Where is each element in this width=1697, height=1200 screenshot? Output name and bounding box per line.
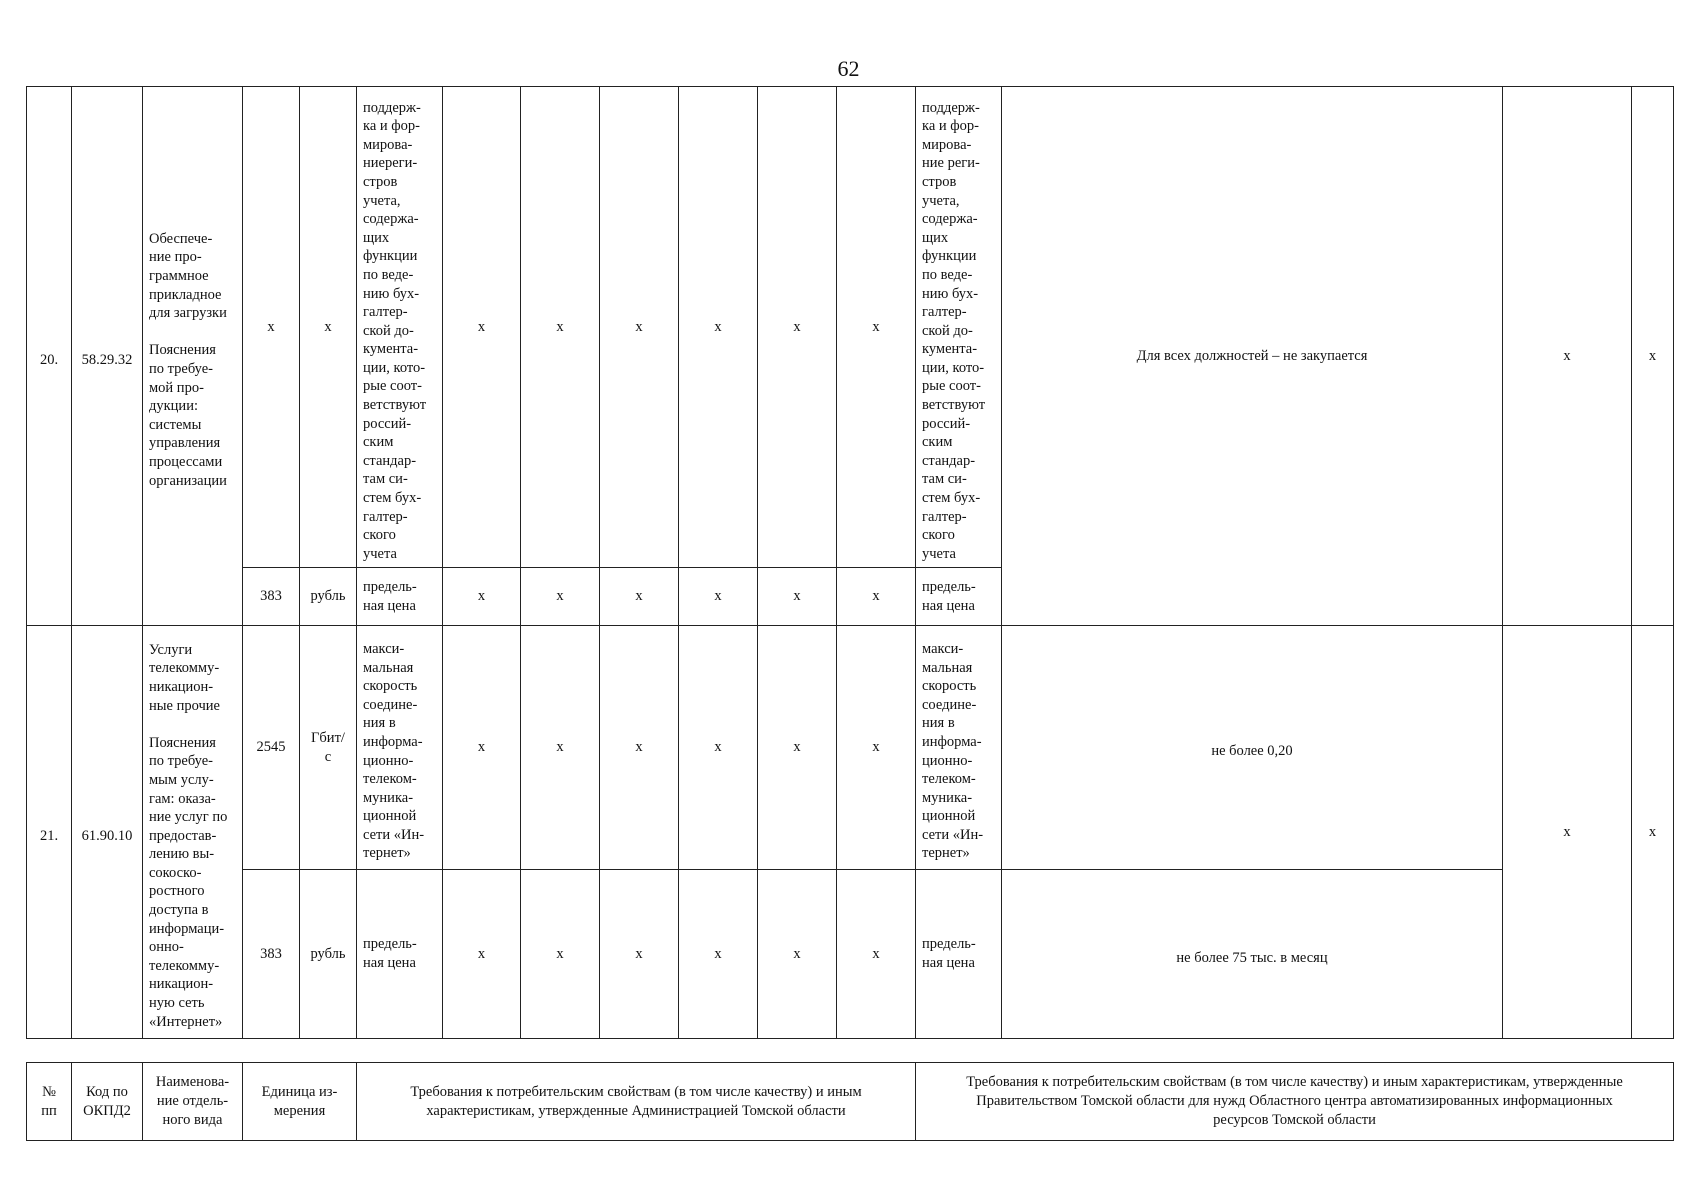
value-cell: x xyxy=(758,870,837,1039)
value-cell: x xyxy=(837,568,916,626)
header-number: № пп xyxy=(27,1063,72,1141)
value-cell: x xyxy=(758,626,837,870)
col-b-value: x xyxy=(1632,87,1674,626)
value-cell: x xyxy=(443,870,521,1039)
value-cell: x xyxy=(600,626,679,870)
product-name: Обеспече- ние про- граммное прикладное для загрузки Пояснения по требуе- мой про- дукции: системы управления процессами организации xyxy=(143,87,243,626)
header-code: Код по ОКПД2 xyxy=(72,1063,143,1141)
table-row xyxy=(27,870,1674,1039)
gov-value: Для всех должностей – не закупается xyxy=(1002,87,1503,626)
characteristic: предель- ная цена xyxy=(357,568,443,626)
okpd2-code: 61.90.10 xyxy=(72,626,143,1039)
row-number: 20. xyxy=(27,87,72,626)
gov-value: не более 75 тыс. в месяц xyxy=(1002,870,1503,1039)
value-cell: x xyxy=(600,870,679,1039)
unit-name: Гбит/ с xyxy=(300,626,357,870)
table-row xyxy=(27,626,1674,870)
page-number: 62 xyxy=(837,56,860,81)
characteristic-gov: поддерж- ка и фор- мирова- ние реги- стров учета, содержа- щих функции по веде- нию бух- галтер- ской до- кумента- ции, кото- рые соот- ветствуют россий- ским стандар- там си- стем бух- галтер- ского учета xyxy=(916,87,1002,568)
unit-code: 383 xyxy=(243,568,300,626)
col-b-value: x xyxy=(1632,626,1674,1039)
gov-value: не более 0,20 xyxy=(1002,626,1503,870)
header-requirements-admin: Требования к потребительским свойствам (в том числе качеству) и иным характеристикам, утвержденные Администрацией Томской области xyxy=(357,1063,916,1141)
header-name: Наименова- ние отдель- ного вида xyxy=(143,1063,243,1141)
unit-code: 383 xyxy=(243,870,300,1039)
value-cell: x xyxy=(443,568,521,626)
value-cell: x xyxy=(837,626,916,870)
value-cell: x xyxy=(679,870,758,1039)
col-a-value: x xyxy=(1503,626,1632,1039)
value-cell: x xyxy=(837,870,916,1039)
value-cell: x xyxy=(600,87,679,568)
value-cell: x xyxy=(521,870,600,1039)
value-cell: x xyxy=(679,568,758,626)
value-cell: x xyxy=(600,568,679,626)
col-a-value: x xyxy=(1503,87,1632,626)
table-header xyxy=(26,1062,1674,1141)
value-cell: x xyxy=(679,87,758,568)
characteristic: макси- мальная скорость соедине- ния в информа- ционно- телеком- муника- ционной сети «Ин- тернет» xyxy=(357,626,443,870)
characteristic: поддерж- ка и фор- мирова- ниереги- стров учета, содержа- щих функции по веде- нию бух- галтер- ской до- кумента- ции, кото- рые соот- ветствуют россий- ским стандар- там си- стем бух- галтер- ского учета xyxy=(357,87,443,568)
value-cell: x xyxy=(758,568,837,626)
value-cell: x xyxy=(837,87,916,568)
value-cell: x xyxy=(521,87,600,568)
unit-name: рубль xyxy=(300,870,357,1039)
value-cell: x xyxy=(521,568,600,626)
row-number: 21. xyxy=(27,626,72,1039)
unit-name: рубль xyxy=(300,568,357,626)
product-name: Услуги телекомму- никацион- ные прочие Пояснения по требуе- мым услу- гам: оказа- ние услуг по предостав- лению вы- сокоско- ростного доступа в информаци- онно- телекомму- никацион- ную сеть «Интернет» xyxy=(143,626,243,1039)
value-cell: x xyxy=(443,87,521,568)
unit-code: 2545 xyxy=(243,626,300,870)
value-cell: x xyxy=(679,626,758,870)
unit-code: x xyxy=(243,87,300,568)
value-cell: x xyxy=(521,626,600,870)
header-row xyxy=(27,1063,1674,1141)
header-unit: Единица из- мерения xyxy=(243,1063,357,1141)
header-requirements-gov: Требования к потребительским свойствам (в том числе качеству) и иным характеристикам, утвержденные Правительством Томской области для нужд Областного центра автоматизированных информационных ресурсов Томской области xyxy=(916,1063,1674,1141)
requirements-table xyxy=(26,86,1674,1039)
value-cell: x xyxy=(758,87,837,568)
unit-name: x xyxy=(300,87,357,568)
characteristic-gov: предель- ная цена xyxy=(916,870,1002,1039)
okpd2-code: 58.29.32 xyxy=(72,87,143,626)
value-cell: x xyxy=(443,626,521,870)
characteristic-gov: предель- ная цена xyxy=(916,568,1002,626)
characteristic-gov: макси- мальная скорость соедине- ния в информа- ционно- телеком- муника- ционной сети «Ин- тернет» xyxy=(916,626,1002,870)
table-row xyxy=(27,87,1674,568)
characteristic: предель- ная цена xyxy=(357,870,443,1039)
